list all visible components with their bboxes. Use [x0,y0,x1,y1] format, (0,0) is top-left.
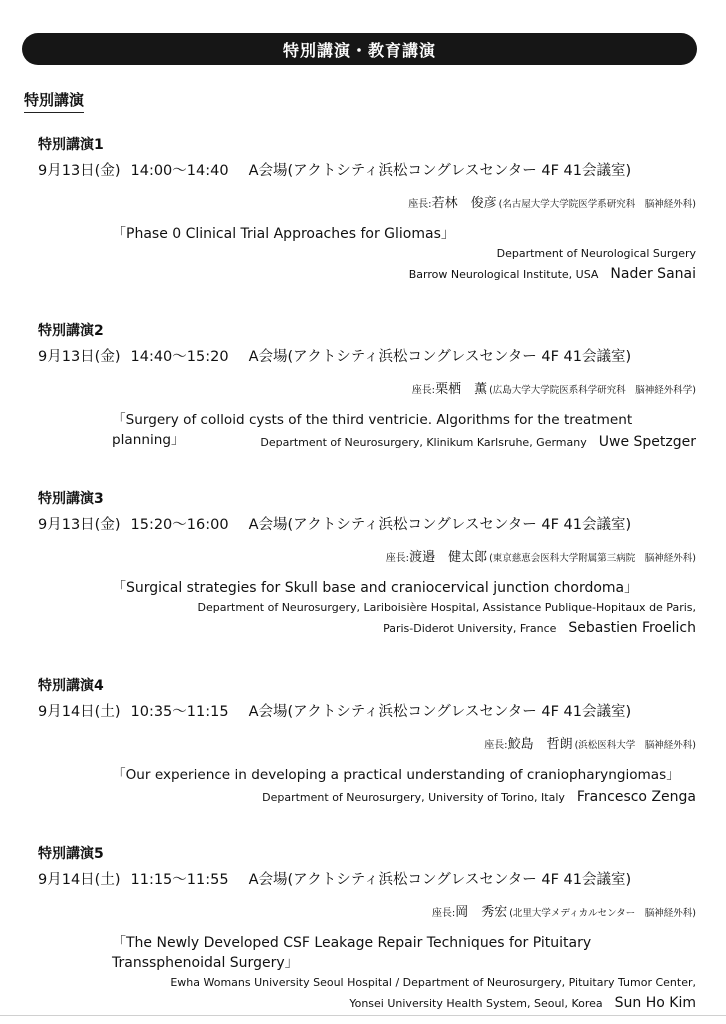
chair-label: 座長: [484,740,508,751]
chair-name: 渡邉 健太郎 [409,550,488,565]
lecture-schedule [38,703,631,721]
speaker-name: Nader Sanai [610,266,696,282]
lecture-date: 9月13日(金) [38,163,121,179]
lecture-1 [0,136,726,286]
lecture-date: 9月14日(土) [38,872,121,888]
talk-title: 「Surgery of colloid cysts of the third ventricie. Algorithms for the treatment planning」 [112,412,633,448]
speaker-block [198,598,696,639]
lecture-date: 9月13日(金) [38,517,121,533]
chair-name: 鮫島 哲朗 [507,737,573,752]
chair-name: 岡 秀宏 [455,905,508,920]
talk-title: 「Phase 0 Clinical Trial Approaches for Gliomas」 [112,226,455,242]
speaker-affiliation: Department of Neurosurgery, Klinikum Karlsruhe, Germany [260,436,587,449]
chair-affiliation: (名古屋大学大学院医学系研究科 脳神経外科) [498,199,696,210]
lecture-title: 特別講演2 [38,323,104,339]
chair-line [386,550,696,567]
speaker-block [260,432,696,453]
talk-title: 「Our experience in developing a practical understanding of craniopharyngiomas」 [112,767,680,783]
chair-line [484,737,696,754]
chair-affiliation: (東京慈恵会医科大学附属第三病院 脳神経外科) [489,553,696,564]
lecture-time: 15:20〜16:00 [130,517,229,533]
chair-affiliation: (浜松医科大学 脳神経外科) [574,740,696,751]
chair-line [408,196,696,213]
speaker-block [170,973,696,1014]
speaker-affiliation: Ewha Womans University Seoul Hospital / Department of Neurosurgery, Pituitary Tumor Center, Yonsei University Health System, Seoul, Korea [170,976,696,1010]
lecture-4 [0,677,726,817]
speaker-block [409,244,696,285]
chair-label: 座長: [408,199,432,210]
chair-label: 座長: [385,553,410,564]
lecture-schedule [38,516,631,534]
lecture-schedule [38,348,631,366]
speaker-name: Francesco Zenga [576,789,696,805]
lecture-venue: A会場(アクトシティ浜松コングレスセンター 4F 41会議室) [248,349,632,365]
chair-label: 座長: [411,385,436,396]
lecture-venue: A会場(アクトシティ浜松コングレスセンター 4F 41会議室) [248,704,632,720]
chair-line [412,382,696,399]
talk-title: 「Surgical strategies for Skull base and craniocervical junction chordoma」 [112,580,639,596]
lecture-date: 9月14日(土) [38,704,121,720]
section-title: 特別講演 [24,90,84,113]
lecture-schedule [38,871,631,889]
lecture-2 [0,322,726,462]
chair-label: 座長: [431,908,456,919]
chair-name: 若林 俊彦 [431,196,497,211]
lecture-date: 9月13日(金) [38,349,121,365]
speaker-affiliation: Department of Neurological Surgery Barrow Neurological Institute, USA [408,247,696,281]
lecture-venue: A会場(アクトシティ浜松コングレスセンター 4F 41会議室) [248,872,632,888]
lecture-time: 14:40〜15:20 [130,349,229,365]
speaker-affiliation: Department of Neurosurgery, Lariboisière Hospital, Assistance Publique-Hopitaux de Paris, Paris-Diderot University, France [197,601,696,635]
talk-title: 「The Newly Developed CSF Leakage Repair Techniques for Pituitary Transsphenoidal Surgery」 [112,935,592,971]
lecture-time: 14:00〜14:40 [130,163,229,179]
lecture-title: 特別講演4 [38,678,104,694]
speaker-name: Sun Ho Kim [614,995,696,1011]
chair-line [432,905,696,922]
bottom-divider [0,1015,726,1016]
chair-name: 栗栖 薫 [435,382,488,397]
speaker-name: Uwe Spetzger [598,434,696,450]
lecture-title: 特別講演5 [38,846,104,862]
lecture-venue: A会場(アクトシティ浜松コングレスセンター 4F 41会議室) [248,163,632,179]
lecture-schedule [38,162,631,180]
speaker-affiliation: Department of Neurosurgery, University of Torino, Italy [262,791,565,804]
lecture-title: 特別講演3 [38,491,104,507]
lecture-title: 特別講演1 [38,137,104,153]
lecture-time: 10:35〜11:15 [130,704,229,720]
lecture-3 [0,490,726,640]
lecture-time: 11:15〜11:55 [130,872,229,888]
speaker-block [262,787,696,808]
speaker-name: Sebastien Froelich [568,620,696,636]
page-banner: 特別講演・教育講演 [22,33,697,65]
chair-affiliation: (広島大学大学院医系科学研究科 脳神経外科学) [489,385,696,396]
lecture-5 [0,845,726,1015]
lecture-venue: A会場(アクトシティ浜松コングレスセンター 4F 41会議室) [248,517,632,533]
chair-affiliation: (北里大学メディカルセンター 脳神経外科) [509,908,696,919]
